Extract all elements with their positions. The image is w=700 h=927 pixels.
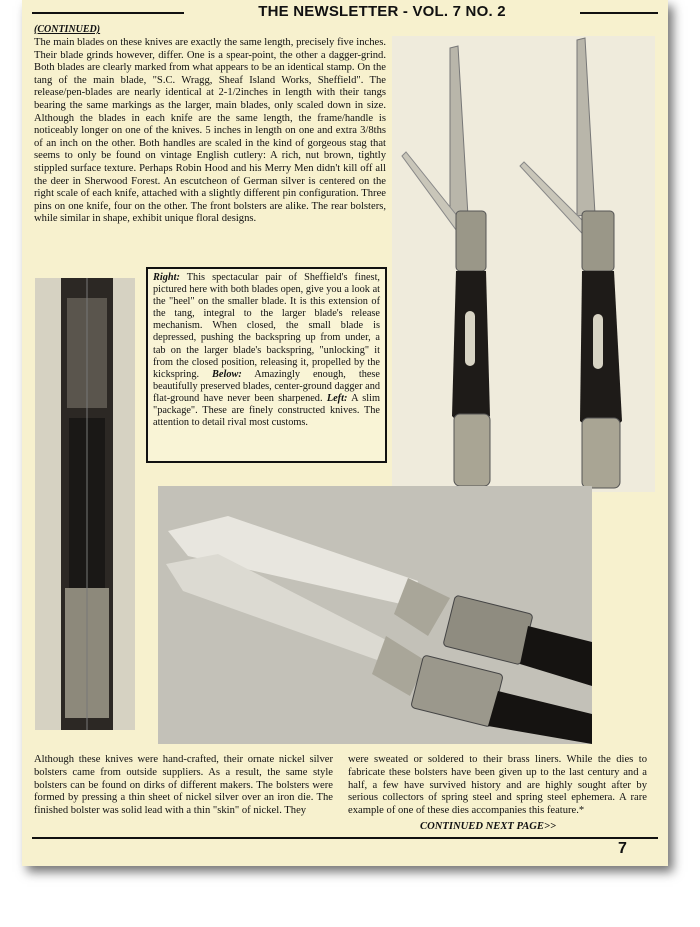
caption-below-label: Below: [212,368,242,380]
bottom-column-left: Although these knives were hand-crafted, their ornate nickel silver bolsters came from outside suppliers. As a result, the same style bolsters can be found on dirks of different makers. The bolsters were formed by pressing a thin sheet of nickel silver over an iron die. The finished bolster was solid lead with a thin "skin" of nickel. They [34,754,333,817]
page-header [32,2,658,22]
caption-left-text: A slim "package". These are finely constructed knives. The attention to detail rival most customs. [153,392,381,429]
caption-below-text: Amazingly enough, these beautifully preserved blades, center-ground dagger and flat-ground have never been sharpened. [153,368,381,404]
page-title: THE NEWSLETTER - VOL. 7 NO. 2 [258,3,506,20]
photo-closed-knives [35,278,135,730]
bottom-column-right: were sweated or soldered to their brass liners. While the dies to fabricate these bolsters have been given up to the last century and a half, a few have survived history and are highly sought after by serious collectors of spring steel and spring steel ephemera. A rare example of one of these dies accompanies this feature.* [348,754,647,817]
photo-blades-closeup [158,486,592,744]
newsletter-page [22,0,668,866]
header-rule-left [32,12,184,14]
continued-next-page: CONTINUED NEXT PAGE>> [420,821,557,832]
caption-left-label: Left: [326,392,348,404]
page-number: 7 [618,840,627,857]
footer-rule [32,837,658,839]
photo-caption-box [146,267,387,463]
header-rule-right [580,12,658,14]
photo-two-open-knives [392,36,655,492]
caption-right-label: Right: [153,272,180,283]
continued-tag: (CONTINUED) [34,24,101,35]
bottom-columns [34,754,646,826]
intro-paragraph: The main blades on these knives are exactly the same length, precisely five inches. Their blade grinds however, differ. One is a spear-point, the other a dagger-grind. Both blades are clearly marked from what appears to be an identical stamp. On the tang of the main blade, "S.C. Wragg, Sheaf Island Works, Sheffield". The release/pen-blades are nearly identical at 2-1/2inches in length with their tangs bearing the same markings as the larger, main blades, only scaled down in size. Although the blades in each knife are the same length, the frame/handle is noticeably longer on one of the knives. 5 inches in length on one and extra 3/8ths of an inch on the other. Both handles are scaled in the kind of gorgeous stag that seems to only be found on vintage English cutlery: A rich, nut brown, tightly stippled surface texture. Perhaps Robin Hood and his Merry Men didn't kill off all the deer in Sherwood Forest. An escutcheon of German silver is centered on the right scale of each knife, attached with a slightly different pin configuration. Three pins on one knife, four on the other. The front bolsters are alike. The rear bolsters, while similar in shape, exhibit unique floral designs. [34,37,386,225]
caption-right-text: This spectacular pair of Sheffield's finest, pictured here with both blades open, give you a look at the "heel" on the smaller blade. It is this extension of the tang, integral to the larger blade's release mechanism. When closed, the small blade is depressed, pushing the backspring up from under, a tab on the larger blade's backspring, "unlocking" it from the closed position, releasing it, propelled by the kickspring. [153,272,380,380]
